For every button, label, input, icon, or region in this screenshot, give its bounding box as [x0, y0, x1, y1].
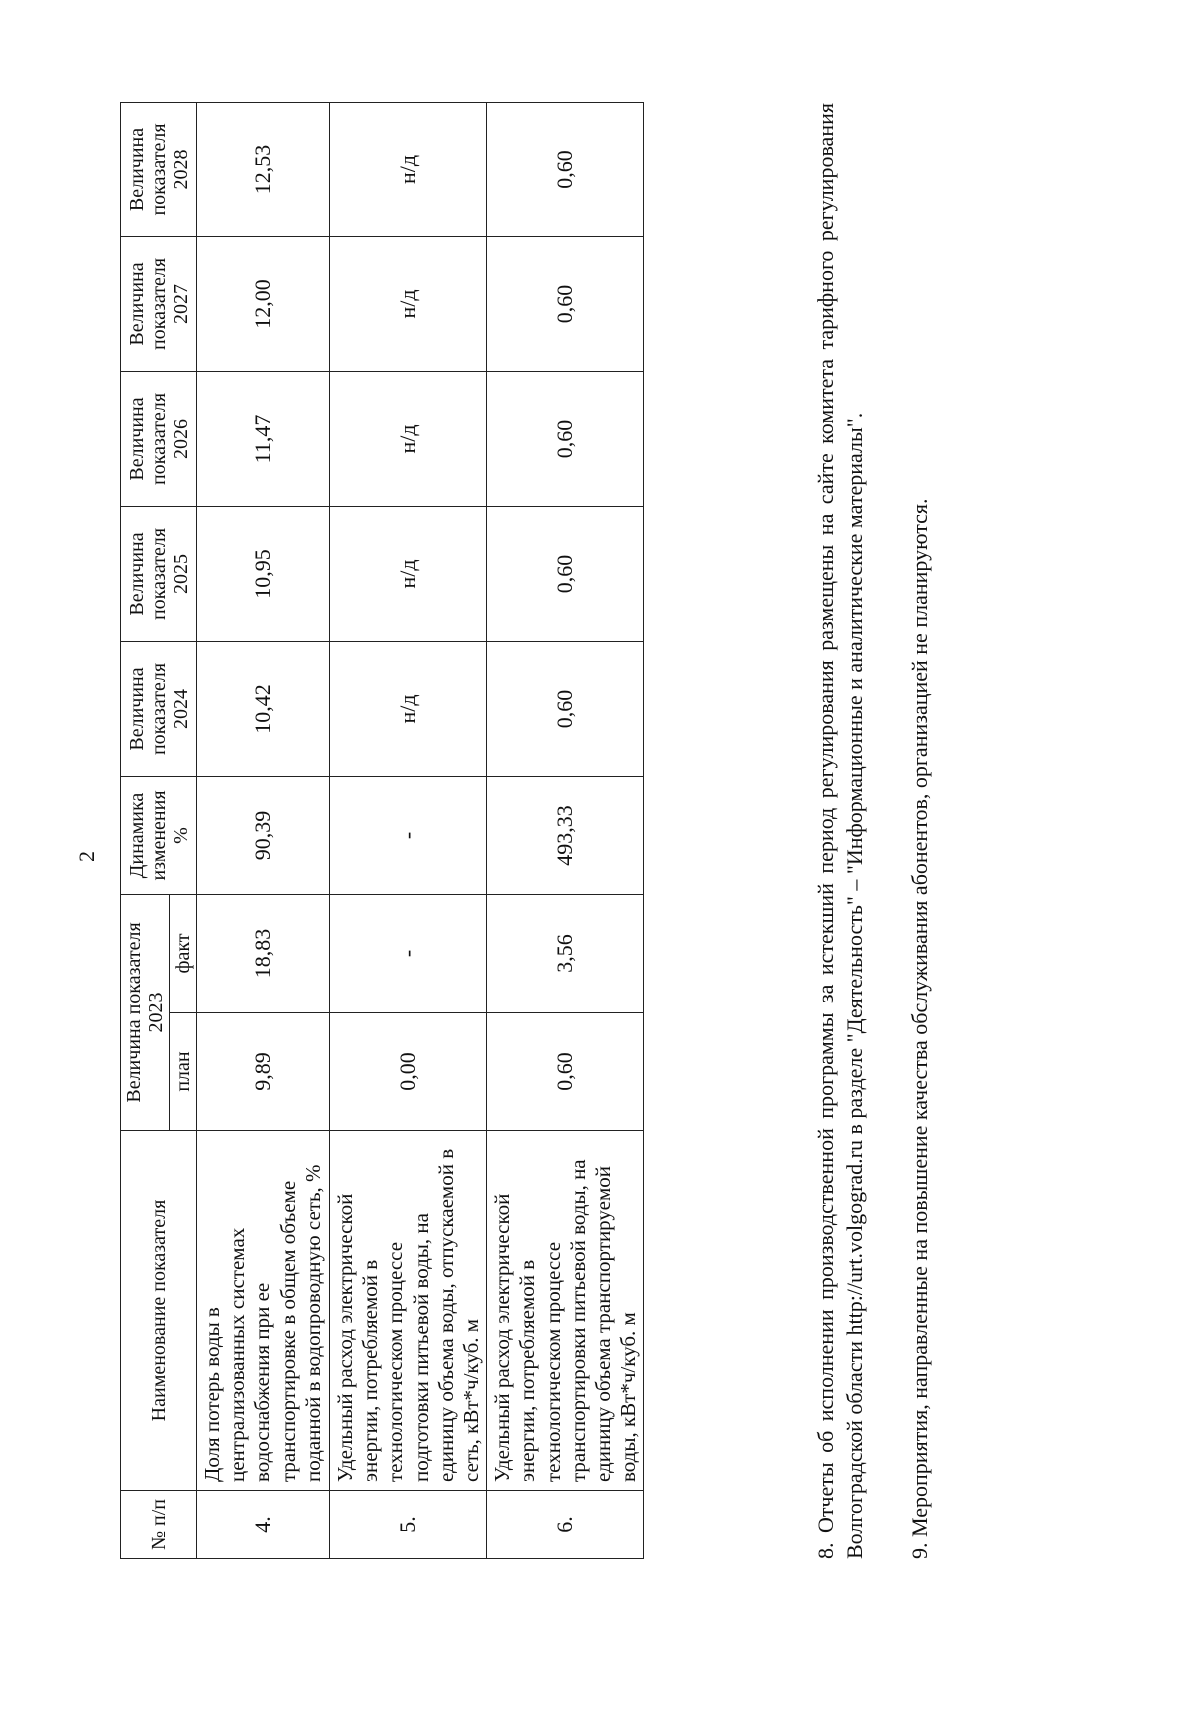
row-2027: 12,00 — [197, 236, 330, 371]
note-item-8: 8. Отчеты об исполнении производственной программы за истекший период регулирования размещены на сайте комитета тарифного регулирования Волгоградской области http://urt.volgograd.ru в разделе "Деятельность" – "Информационные и аналитические материалы". — [813, 103, 867, 1559]
header-num: № п/п — [121, 1491, 197, 1559]
row-2028: 12,53 — [197, 102, 330, 236]
header-dynamics: Динамика изменения % — [121, 776, 197, 894]
table-row — [487, 102, 644, 1558]
note-item-9: 9. Мероприятия, направленные на повышение качества обслуживания абонентов, организацией не планируются. — [907, 498, 932, 1559]
row-name: Удельный расход электрической энергии, потребляемой в технологическом процессе подготовки питьевой воды, на единицу объема воды, отпускаемой в сеть, кВт*ч/куб. м — [330, 1131, 487, 1491]
header-name: Наименование показателя — [121, 1131, 197, 1491]
header-2026: Величина показателя 2026 — [121, 371, 197, 506]
row-num: 5. — [330, 1491, 487, 1559]
row-2024: н/д — [330, 641, 487, 776]
row-num: 4. — [197, 1491, 330, 1559]
row-2027: 0,60 — [487, 236, 644, 371]
row-dynamics: 90,39 — [197, 776, 330, 894]
row-name: Удельный расход электрической энергии, потребляемой в технологическом процессе транспортировки питьевой воды, на единицу объема транспортируемой воды, кВт*ч/куб. м — [487, 1131, 644, 1491]
row-dynamics: - — [330, 776, 487, 894]
indicators-table — [120, 102, 644, 1559]
header-2028: Величина показателя 2028 — [121, 102, 197, 236]
row-fact: 3,56 — [487, 894, 644, 1012]
row-2025: н/д — [330, 506, 487, 641]
row-plan: 0,00 — [330, 1013, 487, 1131]
row-dynamics: 493,33 — [487, 776, 644, 894]
table-row — [330, 102, 487, 1558]
row-2026: 11,47 — [197, 371, 330, 506]
table-header-row — [121, 102, 170, 1558]
header-2027: Величина показателя 2027 — [121, 236, 197, 371]
header-value-2023: Величина показателя 2023 — [121, 894, 170, 1130]
header-plan: план — [170, 1013, 197, 1131]
row-2028: н/д — [330, 102, 487, 236]
row-name: Доля потерь воды в централизованных системах водоснабжения при ее транспортировке в общем объеме поданной в водопроводную сеть, % — [197, 1131, 330, 1491]
row-fact: - — [330, 894, 487, 1012]
row-2028: 0,60 — [487, 102, 644, 236]
row-fact: 18,83 — [197, 894, 330, 1012]
header-2024: Величина показателя 2024 — [121, 641, 197, 776]
row-plan: 9,89 — [197, 1013, 330, 1131]
page-number: 2 — [74, 851, 99, 862]
header-fact: факт — [170, 894, 197, 1012]
header-2025: Величина показателя 2025 — [121, 506, 197, 641]
row-2027: н/д — [330, 236, 487, 371]
row-2025: 0,60 — [487, 506, 644, 641]
row-2024: 0,60 — [487, 641, 644, 776]
table-row — [197, 102, 330, 1558]
row-2025: 10,95 — [197, 506, 330, 641]
row-2026: 0,60 — [487, 371, 644, 506]
row-2026: н/д — [330, 371, 487, 506]
row-plan: 0,60 — [487, 1013, 644, 1131]
row-2024: 10,42 — [197, 641, 330, 776]
row-num: 6. — [487, 1491, 644, 1559]
